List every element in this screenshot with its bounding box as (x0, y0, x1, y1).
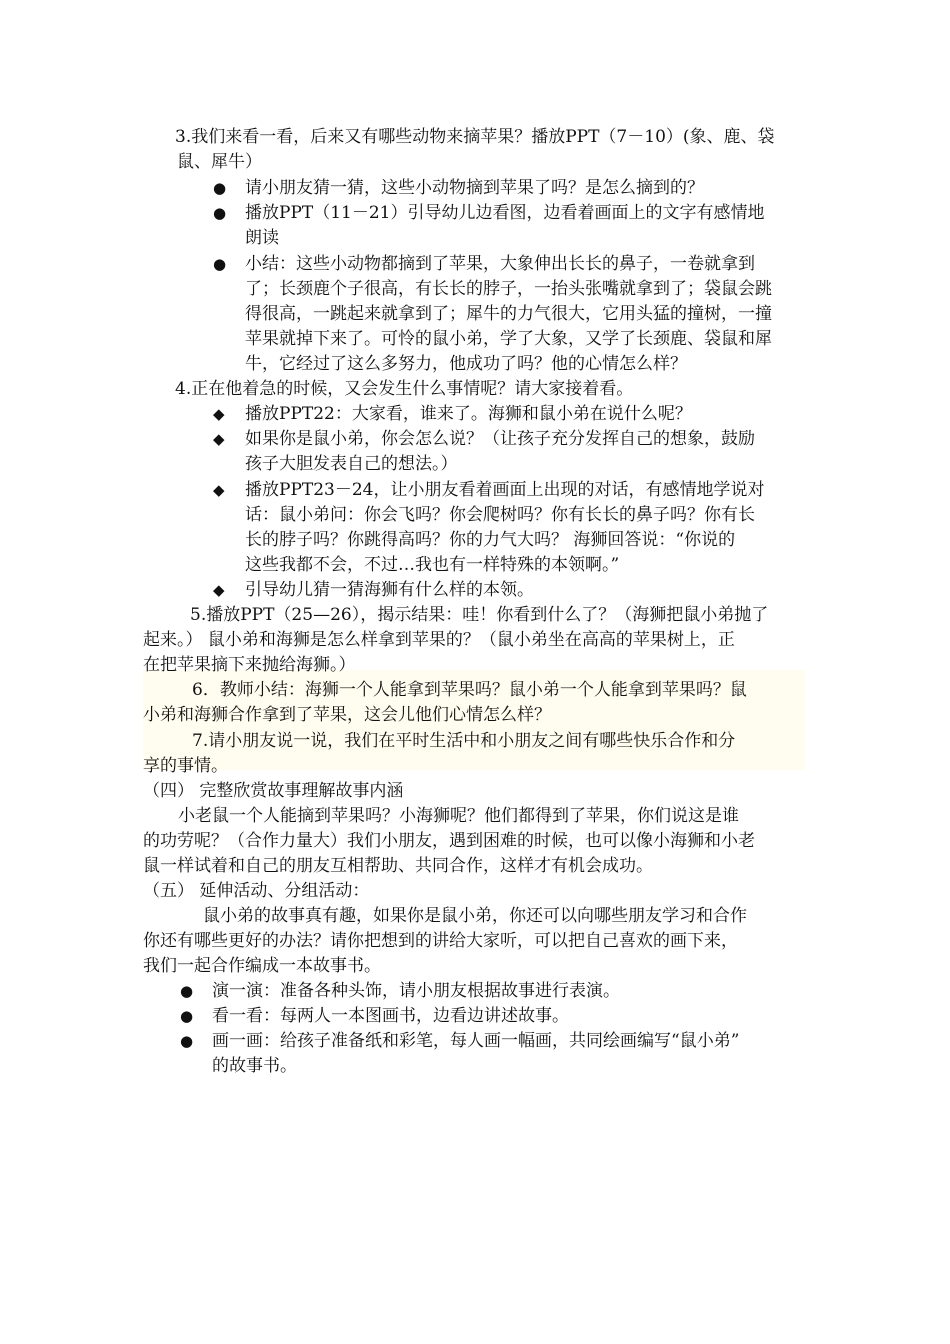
section3-bullet-3-line-2: 了；长颈鹿个子很高，有长长的脖子，一抬头张嘴就拿到了；袋鼠会跳 (245, 279, 772, 299)
section5-line-2: 起来。） 鼠小弟和海狮是怎么样拿到苹果的？（鼠小弟坐在高高的苹果树上，正 (143, 630, 735, 650)
part5-bullet-3-line-2: 的故事书。 (212, 1056, 297, 1076)
section3-bullet-3-line-5: 牛，它经过了这么多努力，他成功了吗？他的心情怎么样？ (245, 354, 687, 374)
part5-paragraph-line-2: 你还有哪些更好的办法？请你把想到的讲给大家听，可以把自己喜欢的画下来， (143, 931, 738, 951)
section4-bullet-2-line-2: 孩子大胆发表自己的想法。） (245, 454, 458, 474)
part5-paragraph-line-1: 鼠小弟的故事真有趣，如果你是鼠小弟，你还可以向哪些朋友学习和合作 (203, 906, 747, 926)
part5-bullet-1-line-1: 演一演：准备各种头饰，请小朋友根据故事进行表演。 (212, 981, 620, 1001)
dot-bullet-icon: ● (180, 1007, 194, 1025)
section7-line-1: 7.请小朋友说一说，我们在平时生活中和小朋友之间有哪些快乐合作和分 (192, 731, 736, 751)
part4-paragraph-line-1: 小老鼠一个人能摘到苹果吗？小海狮呢？他们都得到了苹果，你们说这是谁 (178, 806, 739, 826)
section4-bullet-3-line-2: 话：鼠小弟问：你会飞吗？你会爬树吗？你有长长的鼻子吗？你有长 (245, 505, 755, 525)
section3-bullet-3-line-4: 苹果就掉下来了。可怜的鼠小弟，学了大象，又学了长颈鹿、袋鼠和犀 (245, 329, 772, 349)
section3-bullet-2-line-2: 朗读 (245, 228, 279, 248)
section3-bullet-3-line-3: 得很高，一跳起来就拿到了；犀牛的力气很大，它用头猛的撞树，一撞 (245, 304, 772, 324)
section3-bullet-3-line-1: 小结：这些小动物都摘到了苹果，大象伸出长长的鼻子，一卷就拿到 (245, 254, 755, 274)
section4-bullet-3-line-4: 这些我都不会，不过…我也有一样特殊的本领啊。” (245, 555, 620, 575)
section6-line-2: 小弟和海狮合作拿到了苹果，这会儿他们心情怎么样？ (143, 705, 551, 725)
dot-bullet-icon: ● (213, 255, 227, 273)
part5-bullet-3-line-1: 画一画：给孩子准备纸和彩笔，每人画一幅画，共同绘画编写“鼠小弟” (212, 1031, 740, 1051)
part5-paragraph-line-3: 我们一起合作编成一本故事书。 (143, 956, 381, 976)
part4-heading: （四） 完整欣赏故事理解故事内涵 (143, 781, 404, 801)
section4-bullet-2-line-1: 如果你是鼠小弟，你会怎么说？（让孩子充分发挥自己的想象，鼓励 (245, 429, 755, 449)
section4-bullet-3-line-3: 长的脖子吗？你跳得高吗？你的力气大吗？ 海狮回答说：“你说的 (245, 530, 736, 550)
diamond-bullet-icon: ◆ (213, 430, 225, 448)
dot-bullet-icon: ● (213, 204, 227, 222)
part4-paragraph-line-2: 的功劳呢？（合作力量大）我们小朋友，遇到困难的时候，也可以像小海狮和小老 (143, 831, 755, 851)
section7-line-2: 享的事情。 (143, 756, 228, 776)
dot-bullet-icon: ● (180, 982, 194, 1000)
part4-paragraph-line-3: 鼠一样试着和自己的朋友互相帮助、共同合作，这样才有机会成功。 (143, 856, 653, 876)
section5-line-3: 在把苹果摘下来抛给海狮。） (143, 655, 356, 675)
section4-line-1: 4.正在他着急的时候，又会发生什么事情呢？请大家接着看。 (175, 379, 634, 399)
part5-bullet-2-line-1: 看一看：每两人一本图画书，边看边讲述故事。 (212, 1006, 569, 1026)
diamond-bullet-icon: ◆ (213, 405, 225, 423)
section4-bullet-3-line-1: 播放PPT23－24，让小朋友看着画面上出现的对话，有感情地学说对 (245, 480, 765, 500)
section6-line-1: 6．教师小结：海狮一个人能拿到苹果吗？鼠小弟一个人能拿到苹果吗？鼠 (192, 680, 747, 700)
section3-bullet-1-line-1: 请小朋友猜一猜，这些小动物摘到苹果了吗？是怎么摘到的？ (245, 178, 704, 198)
section3-bullet-2-line-1: 播放PPT（11－21）引导幼儿边看图，边看着画面上的文字有感情地 (245, 203, 765, 223)
section3-line-1: 3.我们来看一看，后来又有哪些动物来摘苹果？播放PPT（7－10）(象、鹿、袋 (175, 127, 775, 147)
section4-bullet-1-line-1: 播放PPT22：大家看，谁来了。海狮和鼠小弟在说什么呢？ (245, 404, 692, 424)
section3-line-2: 鼠、犀牛） (177, 152, 262, 172)
dot-bullet-icon: ● (213, 179, 227, 197)
section5-line-1: 5.播放PPT（25—26），揭示结果：哇！你看到什么了？（海狮把鼠小弟抛了 (190, 605, 769, 625)
diamond-bullet-icon: ◆ (213, 581, 225, 599)
section4-bullet-4-line-1: 引导幼儿猜一猜海狮有什么样的本领。 (245, 580, 534, 600)
diamond-bullet-icon: ◆ (213, 481, 225, 499)
part5-heading: （五） 延伸活动、分组活动： (143, 881, 370, 901)
dot-bullet-icon: ● (180, 1032, 194, 1050)
